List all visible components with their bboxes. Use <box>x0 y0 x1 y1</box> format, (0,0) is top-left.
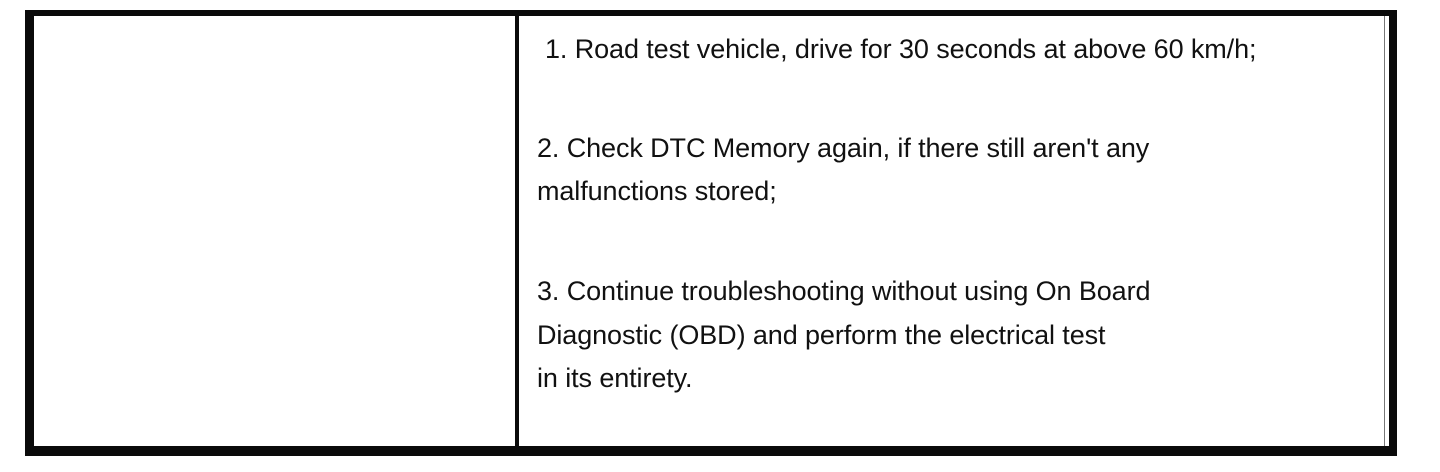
left-empty-cell <box>34 16 515 447</box>
step-3-text-line-3: in its entirety. <box>537 363 693 393</box>
procedure-table <box>25 10 1397 456</box>
step-1-text: 1. Road test vehicle, drive for 30 seconds at above 60 km/h; <box>545 34 1257 64</box>
step-2-text-line-1: 2. Check DTC Memory again, if there still aren't any <box>537 133 1150 163</box>
steps-cell <box>519 16 1389 447</box>
step-2-text-line-2: malfunctions stored; <box>537 176 777 206</box>
step-3-text-line-2: Diagnostic (OBD) and perform the electrical test <box>537 320 1106 350</box>
step-3-text-line-1: 3. Continue troubleshooting without using On Board <box>537 276 1151 306</box>
